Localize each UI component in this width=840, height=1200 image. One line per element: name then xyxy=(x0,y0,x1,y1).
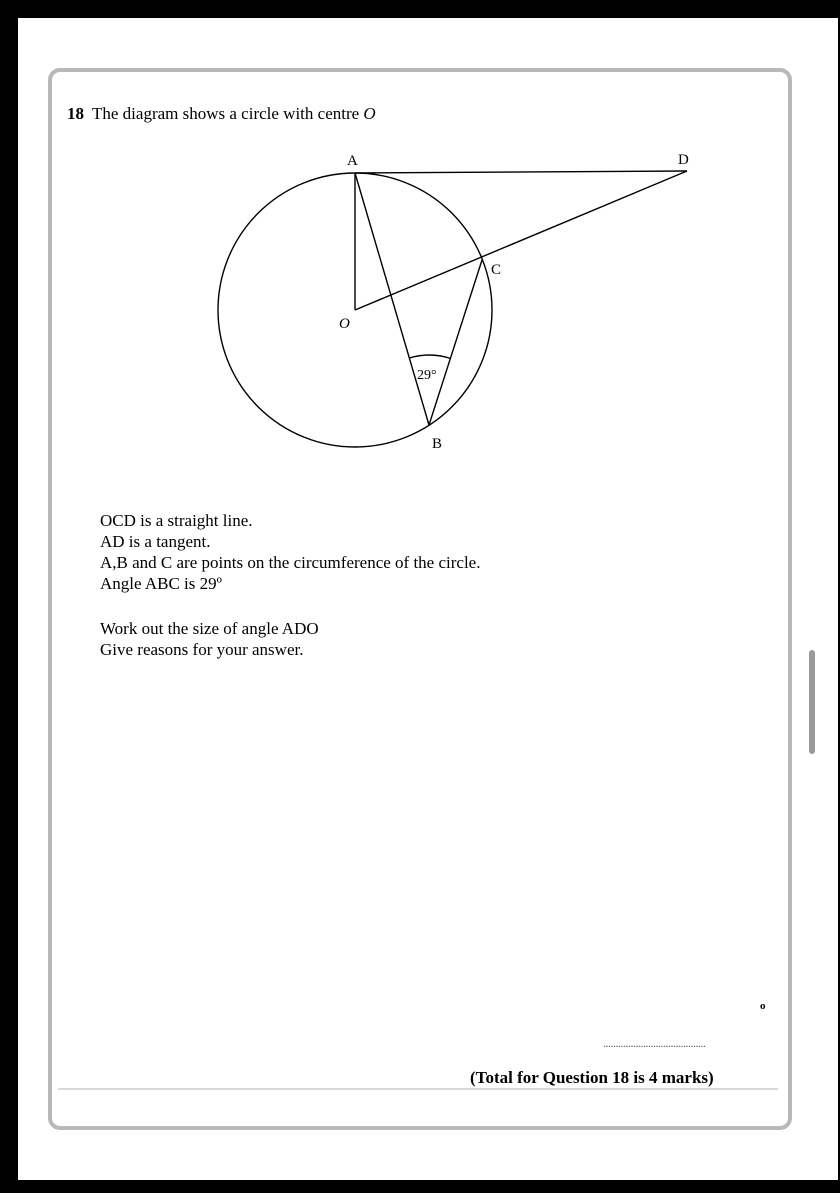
question-number: 18 xyxy=(67,104,84,123)
fact-line: A,B and C are points on the circumference of the circle. xyxy=(100,553,481,572)
tangent-line-AD xyxy=(355,171,687,173)
chord-BC xyxy=(429,260,482,425)
label-B: B xyxy=(432,436,443,452)
label-C: C xyxy=(491,262,502,278)
centre-label: O xyxy=(363,104,376,123)
circle-diagram xyxy=(18,18,838,478)
line-OCD xyxy=(355,171,687,310)
scrollbar-thumb[interactable] xyxy=(809,650,815,754)
answer-line[interactable]: ......................................... xyxy=(603,1036,706,1050)
fact-line: OCD is a straight line. xyxy=(100,511,253,530)
fact-line: Angle ABC is 29º xyxy=(100,574,222,593)
degree-unit: o xyxy=(760,1000,766,1012)
divider xyxy=(58,1088,778,1090)
task-block xyxy=(100,618,319,660)
bottom-edge xyxy=(0,1193,840,1200)
task-line: Give reasons for your answer. xyxy=(100,640,304,659)
task-line: Work out the size of angle ADO xyxy=(100,619,319,638)
total-marks: (Total for Question 18 is 4 marks) xyxy=(470,1068,714,1087)
label-A: A xyxy=(347,153,358,169)
label-D: D xyxy=(678,152,689,168)
angle-label: 29° xyxy=(417,368,437,383)
fact-line: AD is a tangent. xyxy=(100,532,211,551)
exam-page xyxy=(18,18,838,1180)
label-O: O xyxy=(339,316,350,332)
angle-arc xyxy=(409,355,451,358)
question-intro: The diagram shows a circle with centre xyxy=(92,104,364,123)
facts-block xyxy=(100,510,480,594)
chord-AB xyxy=(355,173,429,425)
